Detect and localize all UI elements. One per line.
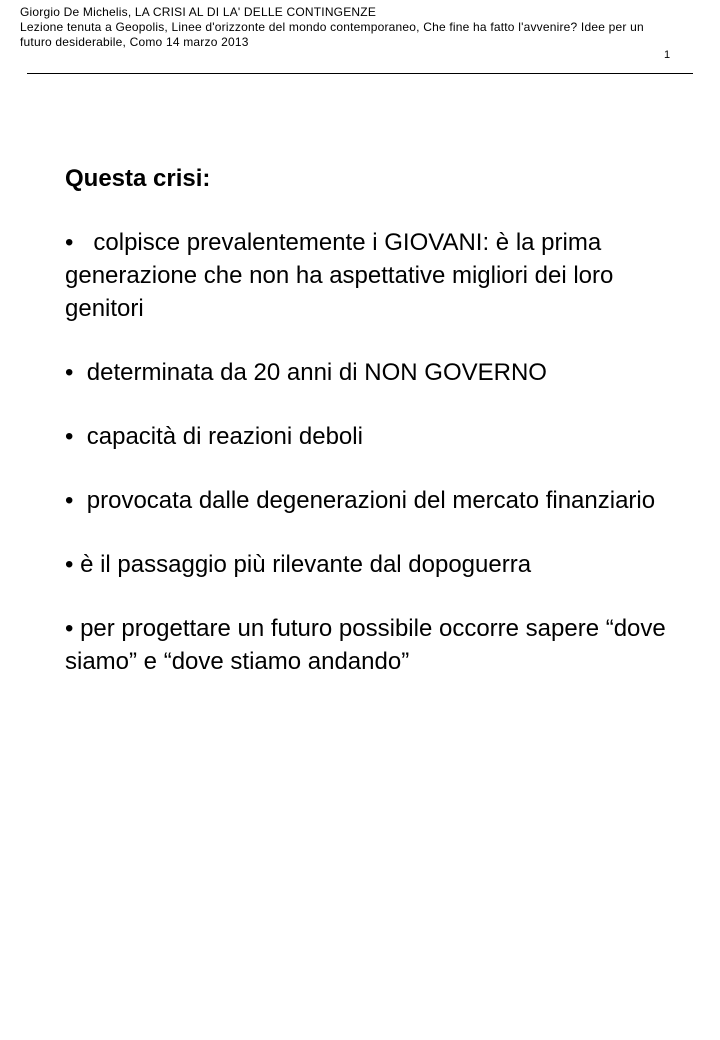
bullet-icon: • bbox=[65, 487, 87, 514]
header-line-lecture: Lezione tenuta a Geopolis, Linee d'orizzonte del mondo contemporaneo, Che fine ha fatto l'avvenire? Idee per un bbox=[20, 20, 644, 34]
bullet-icon: • bbox=[65, 423, 87, 450]
bullet-text: colpisce prevalentemente i GIOVANI: è la prima generazione che non ha aspettative migliori dei loro genitori bbox=[65, 229, 614, 322]
page-number: 1 bbox=[664, 49, 671, 61]
slide-body bbox=[65, 162, 695, 709]
bullet-item bbox=[65, 612, 695, 678]
bullet-item bbox=[65, 548, 695, 581]
header-divider bbox=[27, 73, 693, 74]
bullet-text: per progettare un futuro possibile occorre sapere “dove siamo” e “dove stiamo andando” bbox=[65, 615, 666, 675]
bullet-item bbox=[65, 356, 695, 389]
bullet-text: determinata da 20 anni di NON GOVERNO bbox=[86, 359, 547, 386]
bullet-item bbox=[65, 226, 695, 325]
header-line-date: futuro desiderabile, Como 14 marzo 2013 bbox=[20, 35, 249, 49]
bullet-icon: • bbox=[65, 359, 87, 386]
bullet-text: è il passaggio più rilevante dal dopoguerra bbox=[80, 551, 532, 578]
document-header bbox=[20, 5, 690, 50]
bullet-icon: • bbox=[65, 615, 81, 642]
bullet-text: capacità di reazioni deboli bbox=[86, 423, 363, 450]
slide-title: Questa crisi: bbox=[65, 165, 211, 192]
bullet-icon: • bbox=[65, 551, 81, 578]
header-line-author-title: Giorgio De Michelis, LA CRISI AL DI LA' DELLE CONTINGENZE bbox=[20, 5, 377, 19]
bullet-item bbox=[65, 420, 695, 453]
bullet-text: provocata dalle degenerazioni del mercato finanziario bbox=[86, 487, 656, 514]
bullet-icon: • bbox=[65, 229, 94, 256]
bullet-item bbox=[65, 484, 695, 517]
